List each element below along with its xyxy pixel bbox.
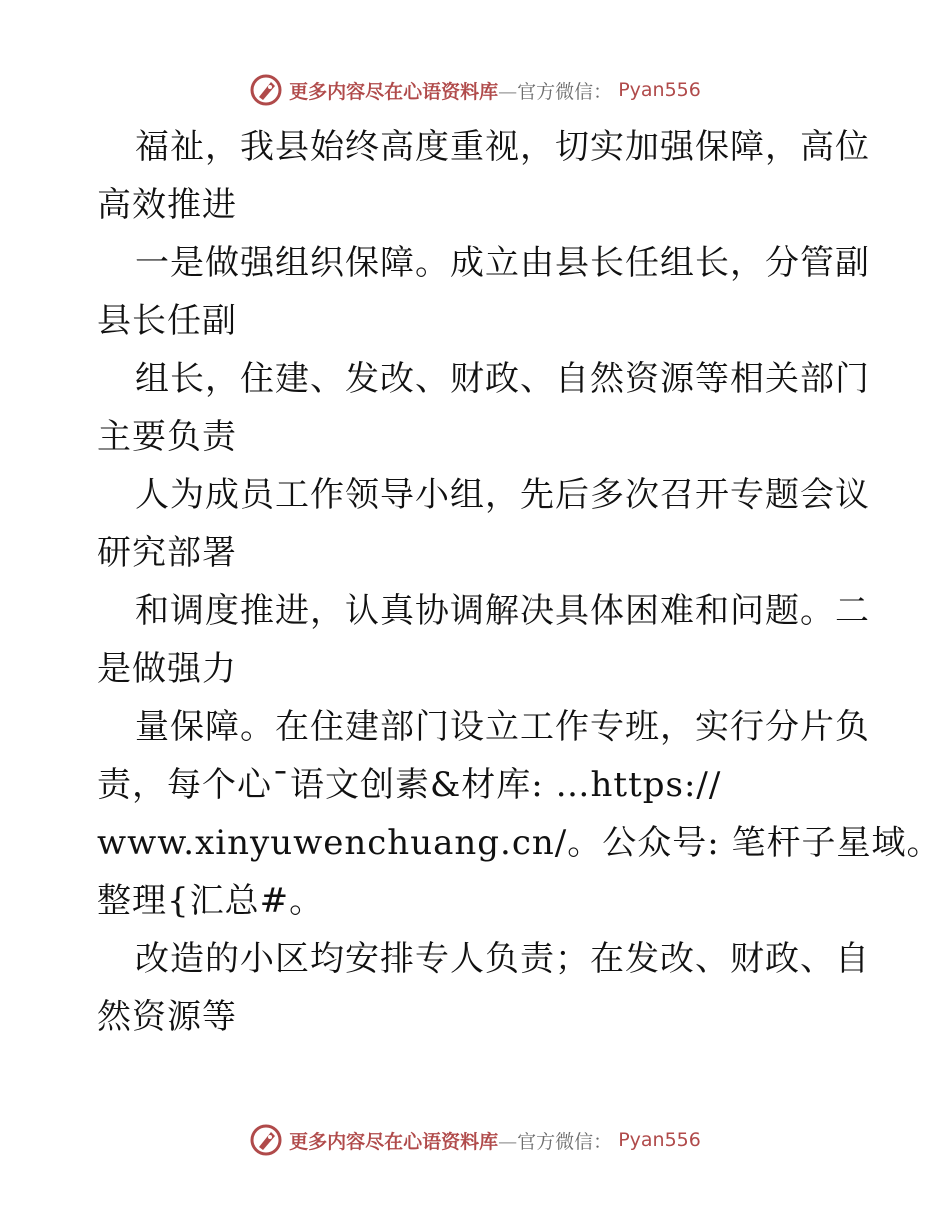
pen-nib-logo-icon	[249, 1123, 283, 1157]
body-line: 福祉，我县始终高度重视，切实加强保障，高位	[135, 127, 870, 167]
banner-dash: —	[498, 1130, 518, 1153]
banner-wechat-id: Pyan556	[618, 1129, 701, 1151]
body-line: 研究部署	[97, 533, 237, 573]
header-watermark-banner	[0, 70, 950, 110]
body-line: 是做强力	[97, 649, 237, 689]
body-line: 量保障。在住建部门设立工作专班，实行分片负	[135, 707, 870, 747]
banner-title: 更多内容尽在心语资料库	[289, 1130, 499, 1153]
body-line: 然资源等	[97, 997, 237, 1037]
banner-title: 更多内容尽在心语资料库	[289, 80, 499, 103]
banner-wechat-id: Pyan556	[618, 79, 701, 101]
banner-wechat-label: 官方微信：	[517, 1130, 613, 1153]
body-line: 责，每个心¯语文创素&材库: …https://	[97, 765, 722, 805]
body-line: 人为成员工作领导小组，先后多次召开专题会议	[135, 475, 870, 515]
body-line: 县长任副	[97, 301, 237, 341]
body-line: 一是做强组织保障。成立由县长任组长，分管副	[135, 243, 870, 283]
pen-nib-logo-icon	[249, 73, 283, 107]
document-body	[97, 118, 942, 1046]
footer-watermark-banner	[0, 1120, 950, 1160]
body-line: 组长，住建、发改、财政、自然资源等相关部门	[135, 359, 870, 399]
body-line: 整理{汇总#。	[97, 881, 325, 921]
body-line: 主要负责	[97, 417, 237, 457]
body-line: 改造的小区均安排专人负责；在发改、财政、自	[135, 939, 870, 979]
banner-dash: —	[498, 80, 518, 103]
body-line: www.xinyuwenchuang.cn/。公众号: 笔杆子星域。	[97, 823, 942, 863]
banner-wechat-label: 官方微信：	[517, 80, 613, 103]
body-line: 高效推进	[97, 185, 237, 225]
body-line: 和调度推进，认真协调解决具体困难和问题。二	[135, 591, 870, 631]
